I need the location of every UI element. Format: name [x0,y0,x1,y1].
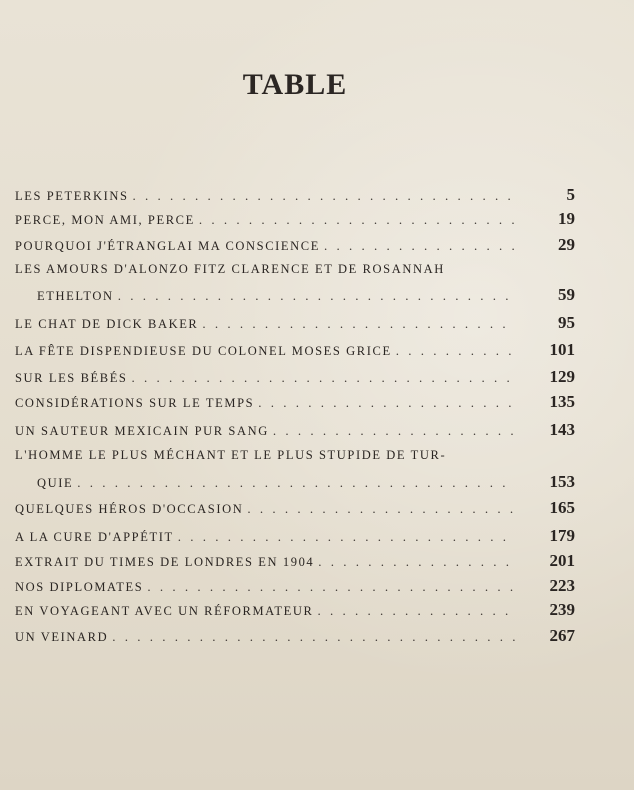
toc-entry-label: CONSIDÉRATIONS SUR LE TEMPS [15,396,255,410]
toc-entry-page: 179 [549,526,575,545]
toc-entry-label: LA FÊTE DISPENDIEUSE DU COLONEL MOSES GRICE [15,344,392,358]
toc-entry-page: 135 [549,392,575,411]
page-title: TABLE [242,68,348,101]
toc-entry-page: 19 [558,209,575,228]
toc-entry [15,576,575,600]
toc-entry [15,340,575,364]
toc-entry [15,367,575,391]
toc-entry-page: 143 [549,420,575,439]
leader-dots [324,238,515,254]
toc-entry [15,235,575,259]
toc-entry-page: 5 [566,185,575,204]
toc-entry-page: 129 [549,367,575,386]
toc-entry-first-line [15,262,575,286]
toc-entry-page: 29 [558,235,575,254]
toc-entry [15,526,575,550]
toc-entry [15,551,575,575]
leader-dots [202,316,515,332]
leader-dots [118,288,515,304]
toc-entry-label: LES PETERKINS [15,189,129,203]
toc-entry [15,185,575,209]
toc-entry-label-continuation: ETHELTON [37,289,114,303]
leader-dots [178,529,515,545]
leader-dots [317,603,515,619]
toc-entry-page: 101 [549,340,575,359]
toc-entry-label: L'HOMME LE PLUS MÉCHANT ET LE PLUS STUPIDE DE TUR- [15,448,447,462]
toc-entry-page: 165 [549,498,575,517]
leader-dots [147,579,515,595]
toc-entry-continuation [15,472,575,496]
leader-dots [199,212,515,228]
toc-entry-page: 59 [558,285,575,304]
toc-entry-label: UN VEINARD [15,630,109,644]
leader-dots [112,629,515,645]
toc-entry [15,209,575,233]
toc-entry-label: PERCE, MON AMI, PERCE [15,213,195,227]
leader-dots [318,554,515,570]
toc-entry-label: A LA CURE D'APPÉTIT [15,530,174,544]
toc-entry [15,626,575,650]
toc-entry-label: LE CHAT DE DICK BAKER [15,317,199,331]
toc-entry-label: EN VOYAGEANT AVEC UN RÉFORMATEUR [15,604,314,618]
leader-dots [258,395,515,411]
leader-dots [247,501,515,517]
toc-entry [15,600,575,624]
toc-entry-page: 201 [549,551,575,570]
toc-entry-label: UN SAUTEUR MEXICAIN PUR SANG [15,424,269,438]
toc-entry-label: EXTRAIT DU TIMES DE LONDRES EN 1904 [15,555,315,569]
toc-entry-first-line [15,448,575,472]
toc-entry [15,392,575,416]
toc-entry-label: LES AMOURS D'ALONZO FITZ CLARENCE ET DE ROSANNAH [15,262,445,276]
toc-entry-continuation [15,285,575,309]
leader-dots [133,188,515,204]
toc-entry-page: 239 [549,600,575,619]
leader-dots [273,423,515,439]
toc-entry-page: 267 [549,626,575,645]
toc-entry-page: 153 [549,472,575,491]
toc-entry-label: NOS DIPLOMATES [15,580,144,594]
toc-entry-label: POURQUOI J'ÉTRANGLAI MA CONSCIENCE [15,239,320,253]
toc-entry [15,498,575,522]
toc-entry-page: 95 [558,313,575,332]
toc-entry-page: 223 [549,576,575,595]
toc-entry-label: SUR LES BÉBÉS [15,371,128,385]
leader-dots [132,370,516,386]
toc-entry [15,420,575,444]
toc-entry-label: QUELQUES HÉROS D'OCCASION [15,502,244,516]
toc-entry-label-continuation: QUIE [37,476,74,490]
leader-dots [77,475,515,491]
toc-entry [15,313,575,337]
leader-dots [396,343,515,359]
